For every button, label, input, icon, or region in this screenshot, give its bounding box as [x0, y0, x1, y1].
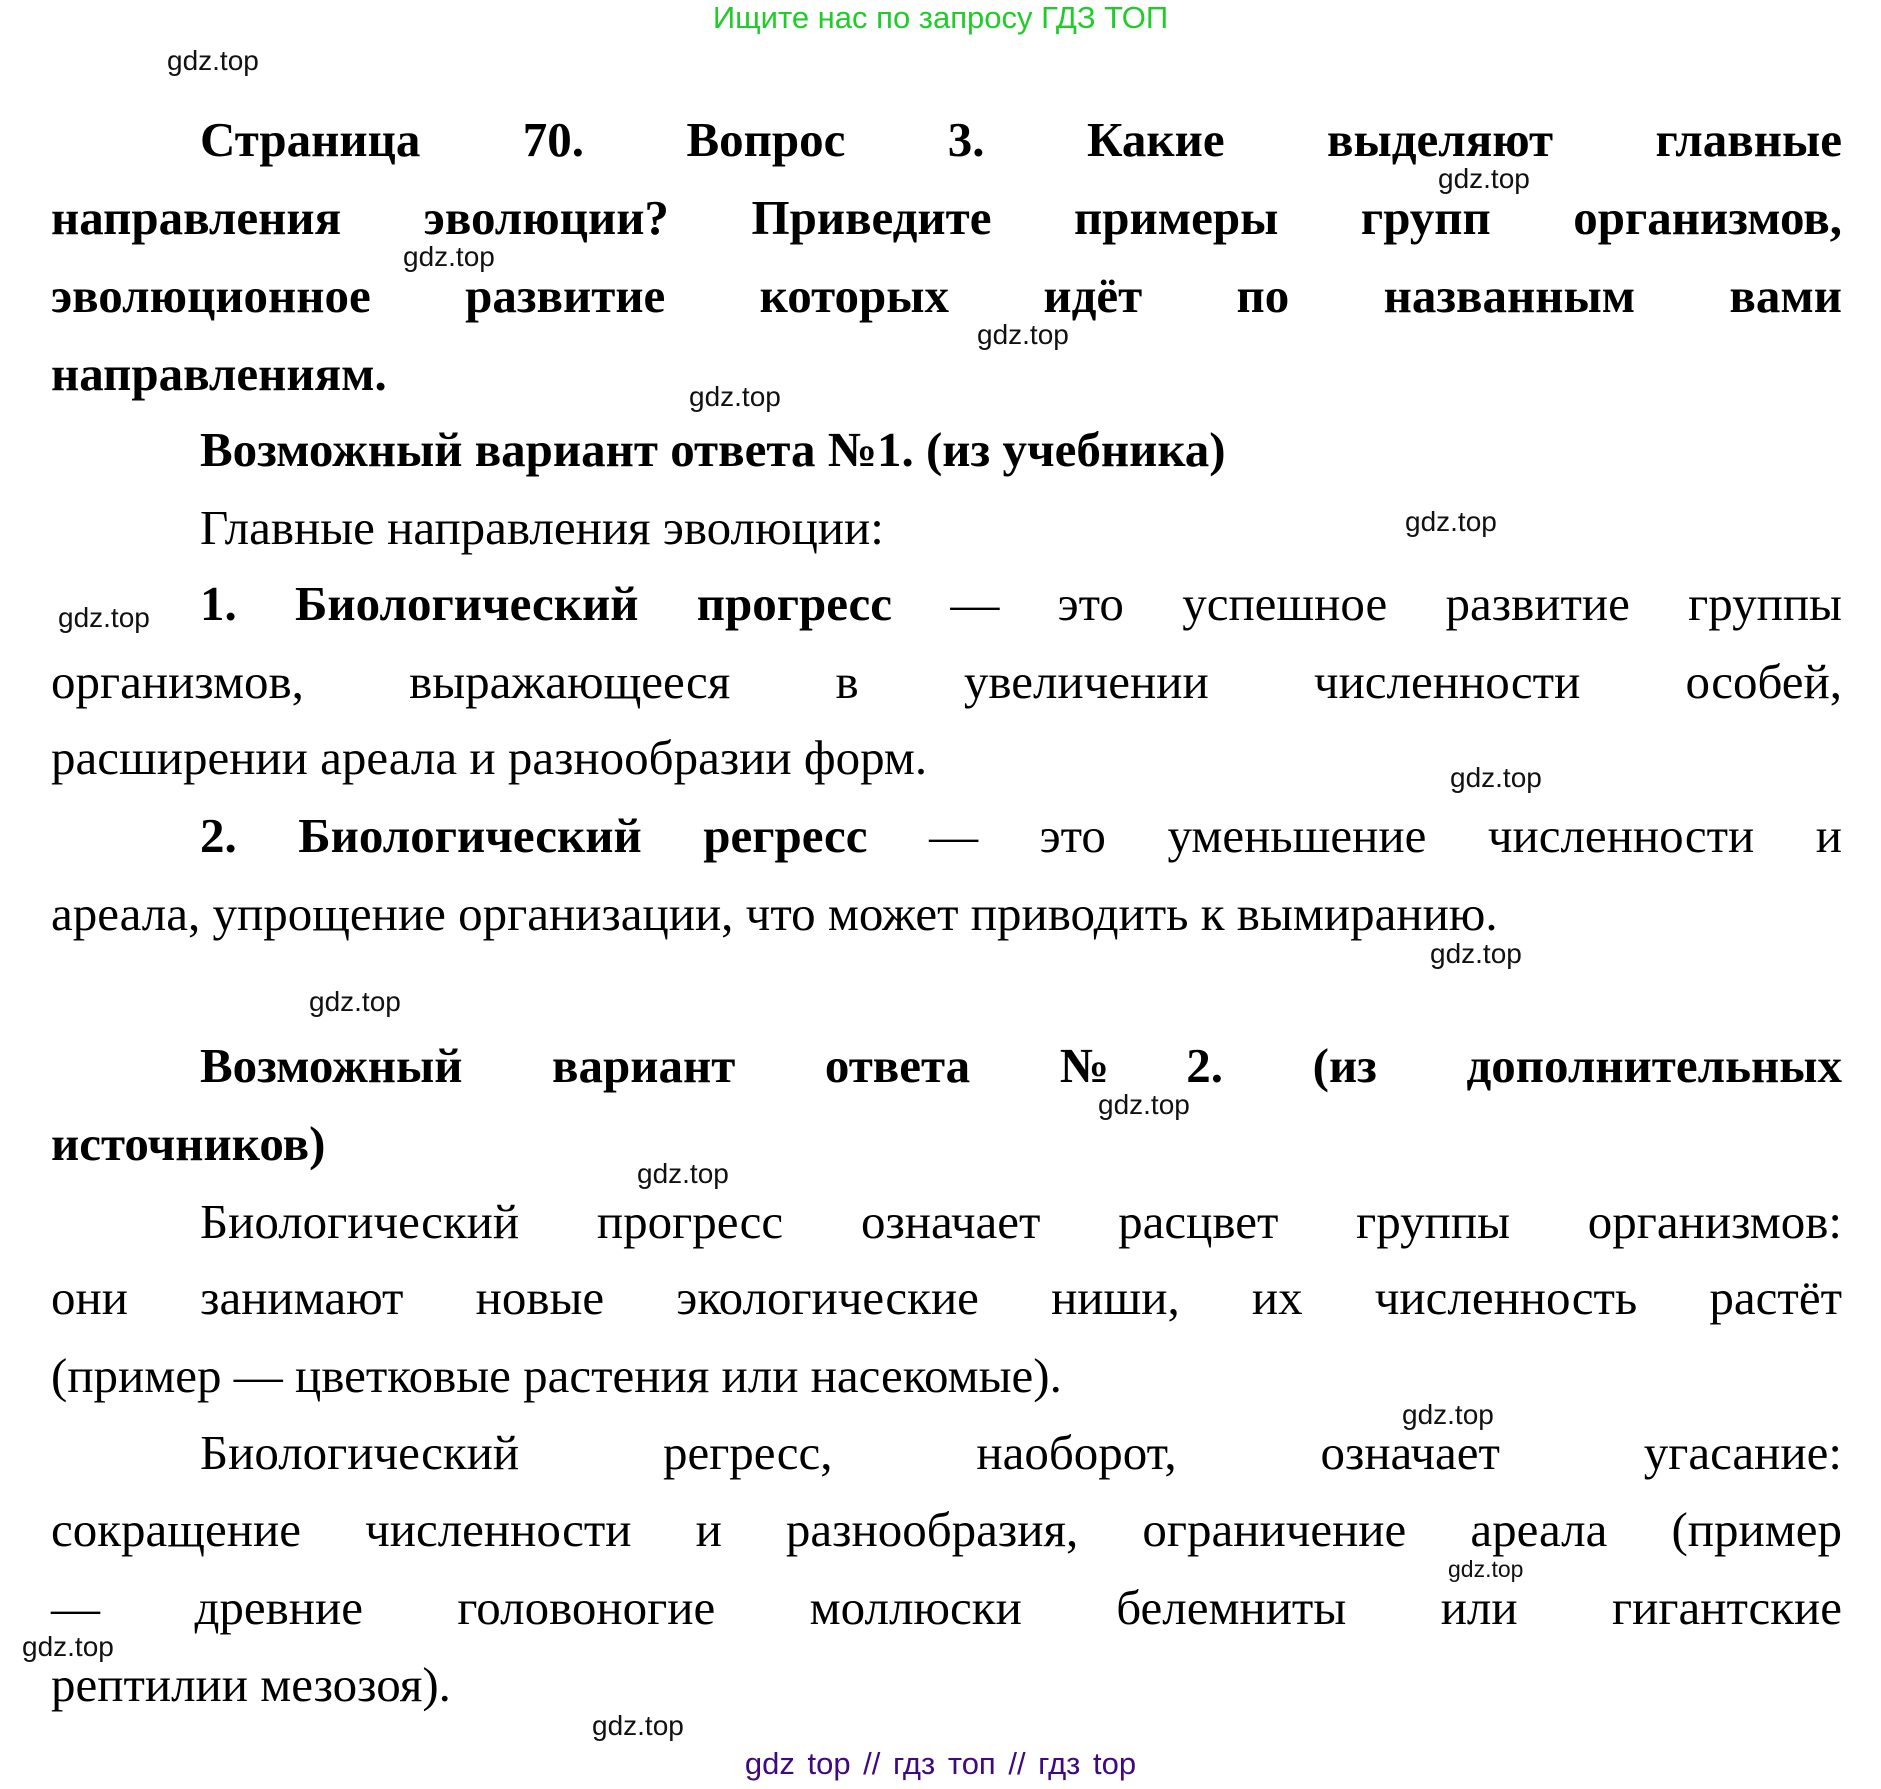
item1-line: организмов, выражающееся в увеличении численности особей, — [51, 654, 1842, 709]
item2-line — [200, 808, 1842, 864]
answer1-heading: Возможный вариант ответа №1. (из учебника) — [200, 422, 1226, 477]
watermark: gdz.top — [689, 381, 781, 412]
answer2-heading: источников) — [51, 1116, 326, 1171]
watermark: gdz.top — [1402, 1399, 1494, 1430]
watermark: gdz.top — [1438, 163, 1530, 194]
question-line: эволюционное развитие которых идёт по названным вами — [51, 268, 1842, 323]
item2-line: ареала, упрощение организации, что может приводить к вымиранию. — [51, 886, 1498, 941]
answer2-heading: Возможный вариант ответа №2. (из дополнительных — [200, 1038, 1842, 1093]
watermark: gdz.top — [592, 1710, 684, 1741]
watermark: gdz.top — [1450, 762, 1542, 793]
search-banner: Ищите нас по запросу ГДЗ ТОП — [712, 0, 1169, 35]
item1-line — [200, 576, 1842, 632]
answer2-p1-line: (пример — цветковые растения или насекомые). — [51, 1348, 1062, 1403]
watermark: gdz.top — [58, 602, 150, 633]
footer-banner: gdz top // гдз топ // гдз top — [744, 1746, 1137, 1781]
watermark: gdz.top — [977, 319, 1069, 350]
watermark: gdz.top — [309, 986, 401, 1017]
answer2-p2-line: — древние головоногие моллюски белемниты или гигантские — [51, 1580, 1842, 1635]
answer2-p1-line: они занимают новые экологические ниши, их численность растёт — [51, 1270, 1842, 1325]
watermark: gdz.top — [1405, 506, 1497, 537]
answer1-intro: Главные направления эволюции: — [200, 500, 884, 555]
item1-text: — это успешное развитие группы — [892, 576, 1842, 631]
item1-term: 1. Биологический прогресс — [200, 576, 893, 631]
question-line: направлениям. — [51, 346, 387, 401]
watermark: gdz.top — [22, 1631, 114, 1662]
watermark: gdz.top — [1098, 1089, 1190, 1120]
watermark: gdz.top — [167, 45, 259, 76]
item1-line: расширении ареала и разнообразии форм. — [51, 730, 928, 785]
watermark: gdz.top — [637, 1158, 729, 1189]
answer2-p2-line: Биологический регресс, наоборот, означает угасание: — [200, 1425, 1842, 1480]
answer2-p1-line: Биологический прогресс означает расцвет группы организмов: — [200, 1194, 1842, 1249]
question-line: направления эволюции? Приведите примеры групп организмов, — [51, 190, 1842, 245]
watermark: gdz.top — [1430, 938, 1522, 969]
question-line: Страница 70. Вопрос 3. Какие выделяют главные — [200, 112, 1842, 167]
item2-term: 2. Биологический регресс — [200, 808, 868, 863]
answer2-p2-line: сокращение численности и разнообразия, ограничение ареала (пример — [51, 1502, 1842, 1557]
watermark: gdz.top — [1448, 1556, 1524, 1582]
answer2-p2-line: рептилии мезозоя). — [51, 1657, 451, 1712]
watermark: gdz.top — [403, 241, 495, 272]
item2-text: — это уменьшение численности и — [867, 808, 1842, 863]
